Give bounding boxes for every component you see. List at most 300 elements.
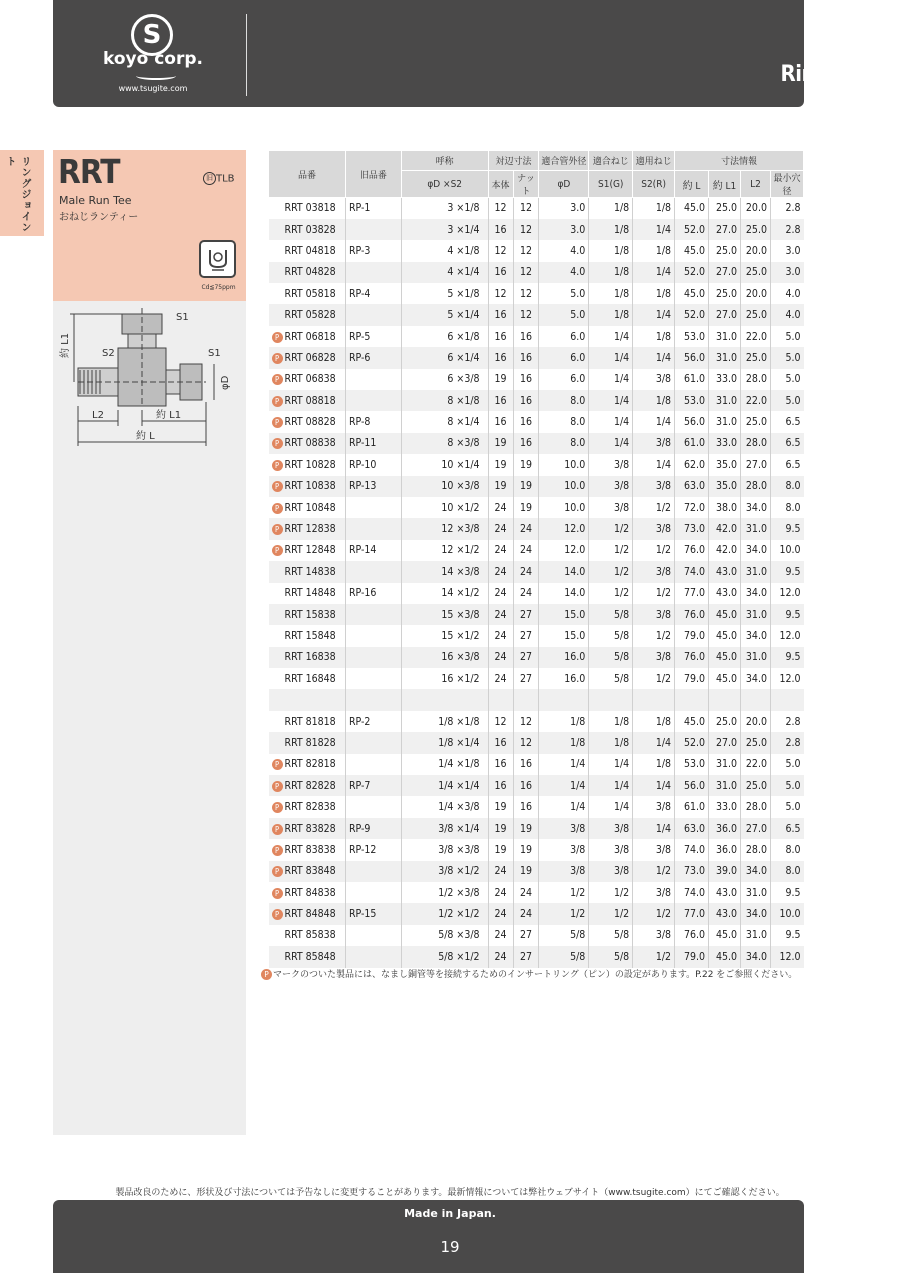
- table-row: [269, 647, 804, 668]
- cell-code: [269, 925, 346, 946]
- cell-l1: 43.0: [709, 583, 741, 604]
- old-code-mark: 旧: [203, 172, 216, 185]
- cell-s1: 1/8: [589, 198, 633, 219]
- cell-s2: 1/8: [633, 326, 675, 347]
- cell-code: [269, 882, 346, 903]
- cell-body: 24: [488, 583, 513, 604]
- cell-d: 12.0: [539, 540, 589, 561]
- cell-code: [269, 518, 346, 539]
- cell-s2: 1/2: [633, 625, 675, 646]
- cell-code: [269, 476, 346, 497]
- cell-d: 16.0: [539, 647, 589, 668]
- part-code: RRT 84838: [284, 886, 336, 899]
- cell-s1: 3/8: [589, 454, 633, 475]
- col-hex-nut: ナット: [513, 171, 539, 198]
- cell-old: [345, 882, 401, 903]
- cell-nom: 15 ×1/2: [401, 625, 488, 646]
- cell-s2: 1/2: [633, 946, 675, 967]
- cell-code: [269, 390, 346, 411]
- cell-nom: 5/8 ×1/2: [401, 946, 488, 967]
- cell-code: [269, 775, 346, 796]
- cell-l: 76.0: [675, 647, 709, 668]
- cell-s2: 3/8: [633, 476, 675, 497]
- cell-s2: 1/4: [633, 454, 675, 475]
- cell-l2: 25.0: [740, 775, 770, 796]
- old-code-value: TLB: [216, 173, 235, 185]
- cell-body: 24: [488, 518, 513, 539]
- cell-l2: 31.0: [740, 925, 770, 946]
- cell-l1: 36.0: [709, 839, 741, 860]
- cell-min: [770, 689, 803, 710]
- part-code: RRT 82838: [284, 801, 336, 814]
- cell-old: [345, 796, 401, 817]
- cell-old: [345, 262, 401, 283]
- cell-l: 63.0: [675, 476, 709, 497]
- cell-min: 8.0: [770, 476, 803, 497]
- cell-l1: 43.0: [709, 903, 741, 924]
- cell-s2: 1/2: [633, 668, 675, 689]
- cell-code: [269, 754, 346, 775]
- part-code: RRT 04828: [284, 266, 336, 279]
- cell-l: 45.0: [675, 240, 709, 261]
- cell-body: 24: [488, 540, 513, 561]
- cell-min: 12.0: [770, 583, 803, 604]
- cell-s1: 1/8: [589, 262, 633, 283]
- part-code: RRT 81818: [284, 715, 336, 728]
- cell-body: 16: [488, 347, 513, 368]
- col-thread1: 適合ねじ: [589, 151, 633, 171]
- table-row: [269, 583, 804, 604]
- cell-body: 24: [488, 861, 513, 882]
- cell-old: [345, 604, 401, 625]
- part-code: RRT 08838: [284, 437, 336, 450]
- p-mark-icon: P: [272, 824, 283, 835]
- cell-d: 4.0: [539, 262, 589, 283]
- part-code: RRT 15838: [284, 608, 336, 621]
- part-code: RRT 82818: [284, 758, 336, 771]
- cell-l: 63.0: [675, 818, 709, 839]
- cell-nut: 27: [513, 625, 539, 646]
- cell-l: 62.0: [675, 454, 709, 475]
- cell-nom: 8 ×3/8: [401, 433, 488, 454]
- cell-l1: 25.0: [709, 240, 741, 261]
- cell-l: 76.0: [675, 925, 709, 946]
- product-name-jp: おねじランティー: [59, 212, 139, 223]
- cell-d: 10.0: [539, 476, 589, 497]
- cell-old: [345, 219, 401, 240]
- cell-min: 9.5: [770, 518, 803, 539]
- cell-nom: 1/4 ×1/4: [401, 775, 488, 796]
- cell-code: [269, 583, 346, 604]
- table-row: [269, 497, 804, 518]
- table-row: [269, 454, 804, 475]
- cell-s2: 1/2: [633, 583, 675, 604]
- cell-d: 3.0: [539, 219, 589, 240]
- cell-s2: 3/8: [633, 796, 675, 817]
- cell-old: RP-15: [345, 903, 401, 924]
- cell-l2: 34.0: [740, 497, 770, 518]
- cell-s2: 1/2: [633, 497, 675, 518]
- cell-nom: 16 ×3/8: [401, 647, 488, 668]
- cell-l: 74.0: [675, 561, 709, 582]
- cell-nom: 6 ×1/4: [401, 347, 488, 368]
- cell-old: [345, 668, 401, 689]
- cell-code: [269, 561, 346, 582]
- cell-l: 73.0: [675, 861, 709, 882]
- part-code: RRT 05818: [284, 287, 336, 300]
- section-title: Ring Joint: [780, 62, 884, 87]
- cell-l2: 34.0: [740, 903, 770, 924]
- cell-code: [269, 818, 346, 839]
- cell-nom: 14 ×3/8: [401, 561, 488, 582]
- side-category-tab: [0, 150, 44, 236]
- cell-nut: 16: [513, 754, 539, 775]
- cell-body: 19: [488, 818, 513, 839]
- cell-old: RP-4: [345, 283, 401, 304]
- p-mark-icon: P: [272, 438, 283, 449]
- cell-code: [269, 796, 346, 817]
- cell-nut: 27: [513, 647, 539, 668]
- part-code: RRT 08818: [284, 394, 336, 407]
- cell-s2: 3/8: [633, 369, 675, 390]
- cell-l: 56.0: [675, 775, 709, 796]
- cell-l2: 22.0: [740, 754, 770, 775]
- part-code: RRT 83828: [284, 822, 336, 835]
- cell-nom: 10 ×1/2: [401, 497, 488, 518]
- cell-code: [269, 198, 346, 219]
- cell-nom: 3/8 ×1/4: [401, 818, 488, 839]
- cell-l1: 25.0: [709, 711, 741, 732]
- cell-body: 19: [488, 433, 513, 454]
- cell-s2: 3/8: [633, 433, 675, 454]
- cell-l1: 39.0: [709, 861, 741, 882]
- cell-code: [269, 497, 346, 518]
- cell-nom: 16 ×1/2: [401, 668, 488, 689]
- cell-d: 6.0: [539, 347, 589, 368]
- cell-nut: 19: [513, 497, 539, 518]
- product-code: RRT: [58, 152, 120, 191]
- cell-nut: 16: [513, 347, 539, 368]
- cell-d: 8.0: [539, 390, 589, 411]
- cell-s1: 5/8: [589, 625, 633, 646]
- cell-s1: 1/2: [589, 561, 633, 582]
- cell-old: RP-16: [345, 583, 401, 604]
- cell-nom: 8 ×1/4: [401, 411, 488, 432]
- logo-swoosh-icon: [136, 72, 176, 80]
- cell-nut: 16: [513, 326, 539, 347]
- cell-l1: 45.0: [709, 925, 741, 946]
- cell-old: [345, 861, 401, 882]
- cell-nom: 8 ×1/8: [401, 390, 488, 411]
- cell-l1: 35.0: [709, 454, 741, 475]
- cell-min: 12.0: [770, 946, 803, 967]
- cell-body: 19: [488, 454, 513, 475]
- cell-min: 5.0: [770, 390, 803, 411]
- cell-l1: 25.0: [709, 198, 741, 219]
- cell-min: 9.5: [770, 647, 803, 668]
- cell-min: 6.5: [770, 411, 803, 432]
- cell-nut: 19: [513, 839, 539, 860]
- table-row: [269, 775, 804, 796]
- dim-l1-horizontal: 約 L1: [156, 410, 182, 421]
- cell-s2: 1/8: [633, 240, 675, 261]
- part-code: RRT 85848: [284, 950, 336, 963]
- part-code: RRT 16838: [284, 651, 336, 664]
- cell-l: 52.0: [675, 262, 709, 283]
- cell-s2: 3/8: [633, 561, 675, 582]
- part-code: RRT 08828: [284, 416, 336, 429]
- cell-code: [269, 732, 346, 753]
- cell-l1: 31.0: [709, 390, 741, 411]
- cell-nut: 12: [513, 198, 539, 219]
- col-hex-body: 本体: [488, 171, 513, 198]
- table-row: [269, 561, 804, 582]
- cell-old: RP-3: [345, 240, 401, 261]
- cell-nut: 16: [513, 390, 539, 411]
- part-code: RRT 84848: [284, 908, 336, 921]
- cell-body: 24: [488, 882, 513, 903]
- cell-s2: 1/4: [633, 775, 675, 796]
- cell-code: [269, 283, 346, 304]
- cell-d: 14.0: [539, 583, 589, 604]
- cell-l: 52.0: [675, 732, 709, 753]
- cell-body: 24: [488, 925, 513, 946]
- table-row: [269, 283, 804, 304]
- cell-min: 5.0: [770, 369, 803, 390]
- table-row: [269, 839, 804, 860]
- part-code: RRT 81828: [284, 736, 336, 749]
- cell-nut: 24: [513, 583, 539, 604]
- cell-l1: 45.0: [709, 668, 741, 689]
- cell-d: 1/2: [539, 903, 589, 924]
- cell-d: 5.0: [539, 283, 589, 304]
- cell-l2: 22.0: [740, 390, 770, 411]
- table-row: [269, 476, 804, 497]
- cell-l: 61.0: [675, 796, 709, 817]
- cell-l: 79.0: [675, 625, 709, 646]
- dim-s1-right: S1: [208, 348, 221, 359]
- cell-old: RP-14: [345, 540, 401, 561]
- spec-table: [268, 150, 804, 968]
- dim-s2: S2: [102, 348, 115, 359]
- cell-min: 2.8: [770, 198, 803, 219]
- table-row: [269, 518, 804, 539]
- cell-d: 6.0: [539, 369, 589, 390]
- cell-l1: 43.0: [709, 882, 741, 903]
- cell-code: [269, 903, 346, 924]
- cell-old: RP-7: [345, 775, 401, 796]
- cell-s2: 1/4: [633, 262, 675, 283]
- cell-l: 72.0: [675, 497, 709, 518]
- cell-s2: 1/8: [633, 198, 675, 219]
- part-code: RRT 03818: [284, 202, 336, 215]
- cell-l2: 28.0: [740, 476, 770, 497]
- cell-l: 79.0: [675, 946, 709, 967]
- cell-body: 12: [488, 711, 513, 732]
- cell-l1: 31.0: [709, 775, 741, 796]
- table-row: [269, 198, 804, 219]
- table-row: [269, 219, 804, 240]
- cell-min: 2.8: [770, 732, 803, 753]
- cell-d: 3/8: [539, 861, 589, 882]
- cell-code: [269, 540, 346, 561]
- table-row: [269, 668, 804, 689]
- table-row: [269, 903, 804, 924]
- cell-s1: 3/8: [589, 476, 633, 497]
- p-mark-icon: P: [272, 396, 283, 407]
- part-code: RRT 10838: [284, 480, 336, 493]
- cell-s2: 1/8: [633, 754, 675, 775]
- p-mark-note-text: マークのついた製品には、なまし銅管等を接続するためのインサートリング（ピン）の設定があります。P.22 をご参照ください。: [273, 970, 798, 980]
- cell-s1: 5/8: [589, 604, 633, 625]
- cell-l2: 20.0: [740, 198, 770, 219]
- cell-body: 24: [488, 497, 513, 518]
- cell-s1: 3/8: [589, 497, 633, 518]
- p-mark-icon: P: [261, 969, 272, 980]
- cell-code: [269, 219, 346, 240]
- cell-code: [269, 326, 346, 347]
- cell-nom: 6 ×1/8: [401, 326, 488, 347]
- p-mark-icon: P: [272, 353, 283, 364]
- cell-nut: 12: [513, 304, 539, 325]
- cell-d: 16.0: [539, 668, 589, 689]
- col-dim-min: 最小穴径: [770, 171, 803, 198]
- cell-code: [269, 369, 346, 390]
- cell-old: RP-8: [345, 411, 401, 432]
- cell-nut: 12: [513, 732, 539, 753]
- cell-s2: 3/8: [633, 518, 675, 539]
- cell-min: 4.0: [770, 304, 803, 325]
- cell-min: 5.0: [770, 796, 803, 817]
- cell-l: 56.0: [675, 411, 709, 432]
- part-code: RRT 12838: [284, 523, 336, 536]
- cell-min: 6.5: [770, 818, 803, 839]
- cell-body: 12: [488, 240, 513, 261]
- cell-old: RP-12: [345, 839, 401, 860]
- part-code: RRT 10848: [284, 501, 336, 514]
- cell-l2: 25.0: [740, 262, 770, 283]
- cell-l: 61.0: [675, 433, 709, 454]
- cell-nom: 3 ×1/8: [401, 198, 488, 219]
- header-divider: [246, 14, 247, 96]
- cell-body: 19: [488, 796, 513, 817]
- cell-nom: 1/2 ×3/8: [401, 882, 488, 903]
- cell-s1: 1/4: [589, 369, 633, 390]
- cell-l: 76.0: [675, 604, 709, 625]
- cell-s1: 1/8: [589, 304, 633, 325]
- cell-nom: 1/2 ×1/2: [401, 903, 488, 924]
- cell-l2: 34.0: [740, 540, 770, 561]
- cell-old: [345, 561, 401, 582]
- cell-nut: 19: [513, 818, 539, 839]
- dim-l2: L2: [92, 410, 104, 421]
- cell-d: 10.0: [539, 497, 589, 518]
- cell-l2: 25.0: [740, 304, 770, 325]
- cell-min: 12.0: [770, 625, 803, 646]
- cell-min: 12.0: [770, 668, 803, 689]
- cell-min: 5.0: [770, 347, 803, 368]
- cell-nom: 5/8 ×3/8: [401, 925, 488, 946]
- cell-l: 74.0: [675, 839, 709, 860]
- p-mark-icon: P: [272, 781, 283, 792]
- cell-min: 4.0: [770, 283, 803, 304]
- cell-body: [488, 689, 513, 710]
- cell-code: [269, 711, 346, 732]
- cell-l: 61.0: [675, 369, 709, 390]
- dim-s1-top: S1: [176, 312, 189, 323]
- cell-s2: 3/8: [633, 925, 675, 946]
- cell-s1: 1/2: [589, 903, 633, 924]
- cell-l1: 45.0: [709, 625, 741, 646]
- part-code: RRT 85838: [284, 929, 336, 942]
- p-mark-icon: P: [272, 888, 283, 899]
- cell-nut: 24: [513, 540, 539, 561]
- cell-code: [269, 304, 346, 325]
- cell-nom: 3/8 ×3/8: [401, 839, 488, 860]
- cell-l2: 34.0: [740, 946, 770, 967]
- cell-nom: 1/4 ×1/8: [401, 754, 488, 775]
- cell-s2: 1/4: [633, 732, 675, 753]
- cell-d: 5/8: [539, 946, 589, 967]
- cell-code: [269, 647, 346, 668]
- cell-min: 3.0: [770, 240, 803, 261]
- cell-nom: 3 ×1/4: [401, 219, 488, 240]
- cell-s1: 1/2: [589, 540, 633, 561]
- col-dim-l: 約 L: [675, 171, 709, 198]
- cell-s1: 1/4: [589, 754, 633, 775]
- cell-l: 53.0: [675, 390, 709, 411]
- cell-s2: 1/4: [633, 411, 675, 432]
- col-nominal-sub: φD ×S2: [401, 171, 488, 198]
- cell-l1: 31.0: [709, 326, 741, 347]
- cell-body: 24: [488, 625, 513, 646]
- p-mark-icon: P: [272, 545, 283, 556]
- cell-l2: 31.0: [740, 647, 770, 668]
- cell-d: 1/4: [539, 796, 589, 817]
- cell-body: 24: [488, 903, 513, 924]
- cell-s1: 5/8: [589, 925, 633, 946]
- cell-body: 19: [488, 369, 513, 390]
- cell-d: 1/8: [539, 732, 589, 753]
- cell-l1: 45.0: [709, 604, 741, 625]
- cell-old: [345, 689, 401, 710]
- cell-old: RP-13: [345, 476, 401, 497]
- cell-nut: 24: [513, 561, 539, 582]
- cell-l2: 34.0: [740, 625, 770, 646]
- p-mark-icon: P: [272, 524, 283, 535]
- cell-l: 76.0: [675, 540, 709, 561]
- cell-s1: 5/8: [589, 647, 633, 668]
- cell-body: 16: [488, 775, 513, 796]
- cell-body: 16: [488, 262, 513, 283]
- part-code: RRT 83848: [284, 865, 336, 878]
- cell-l2: 22.0: [740, 326, 770, 347]
- cell-nut: 19: [513, 454, 539, 475]
- col-code: 品番: [269, 151, 346, 198]
- koyo-logo-icon: S: [131, 14, 173, 56]
- cell-code: [269, 946, 346, 967]
- cell-nut: 19: [513, 476, 539, 497]
- cell-s1: 3/8: [589, 839, 633, 860]
- cell-nut: 16: [513, 433, 539, 454]
- cell-s1: 1/4: [589, 433, 633, 454]
- cell-nom: 5 ×1/8: [401, 283, 488, 304]
- cell-s2: 1/4: [633, 304, 675, 325]
- cell-nom: 10 ×3/8: [401, 476, 488, 497]
- cell-min: 2.8: [770, 711, 803, 732]
- cell-nom: 1/4 ×3/8: [401, 796, 488, 817]
- cell-l1: 31.0: [709, 411, 741, 432]
